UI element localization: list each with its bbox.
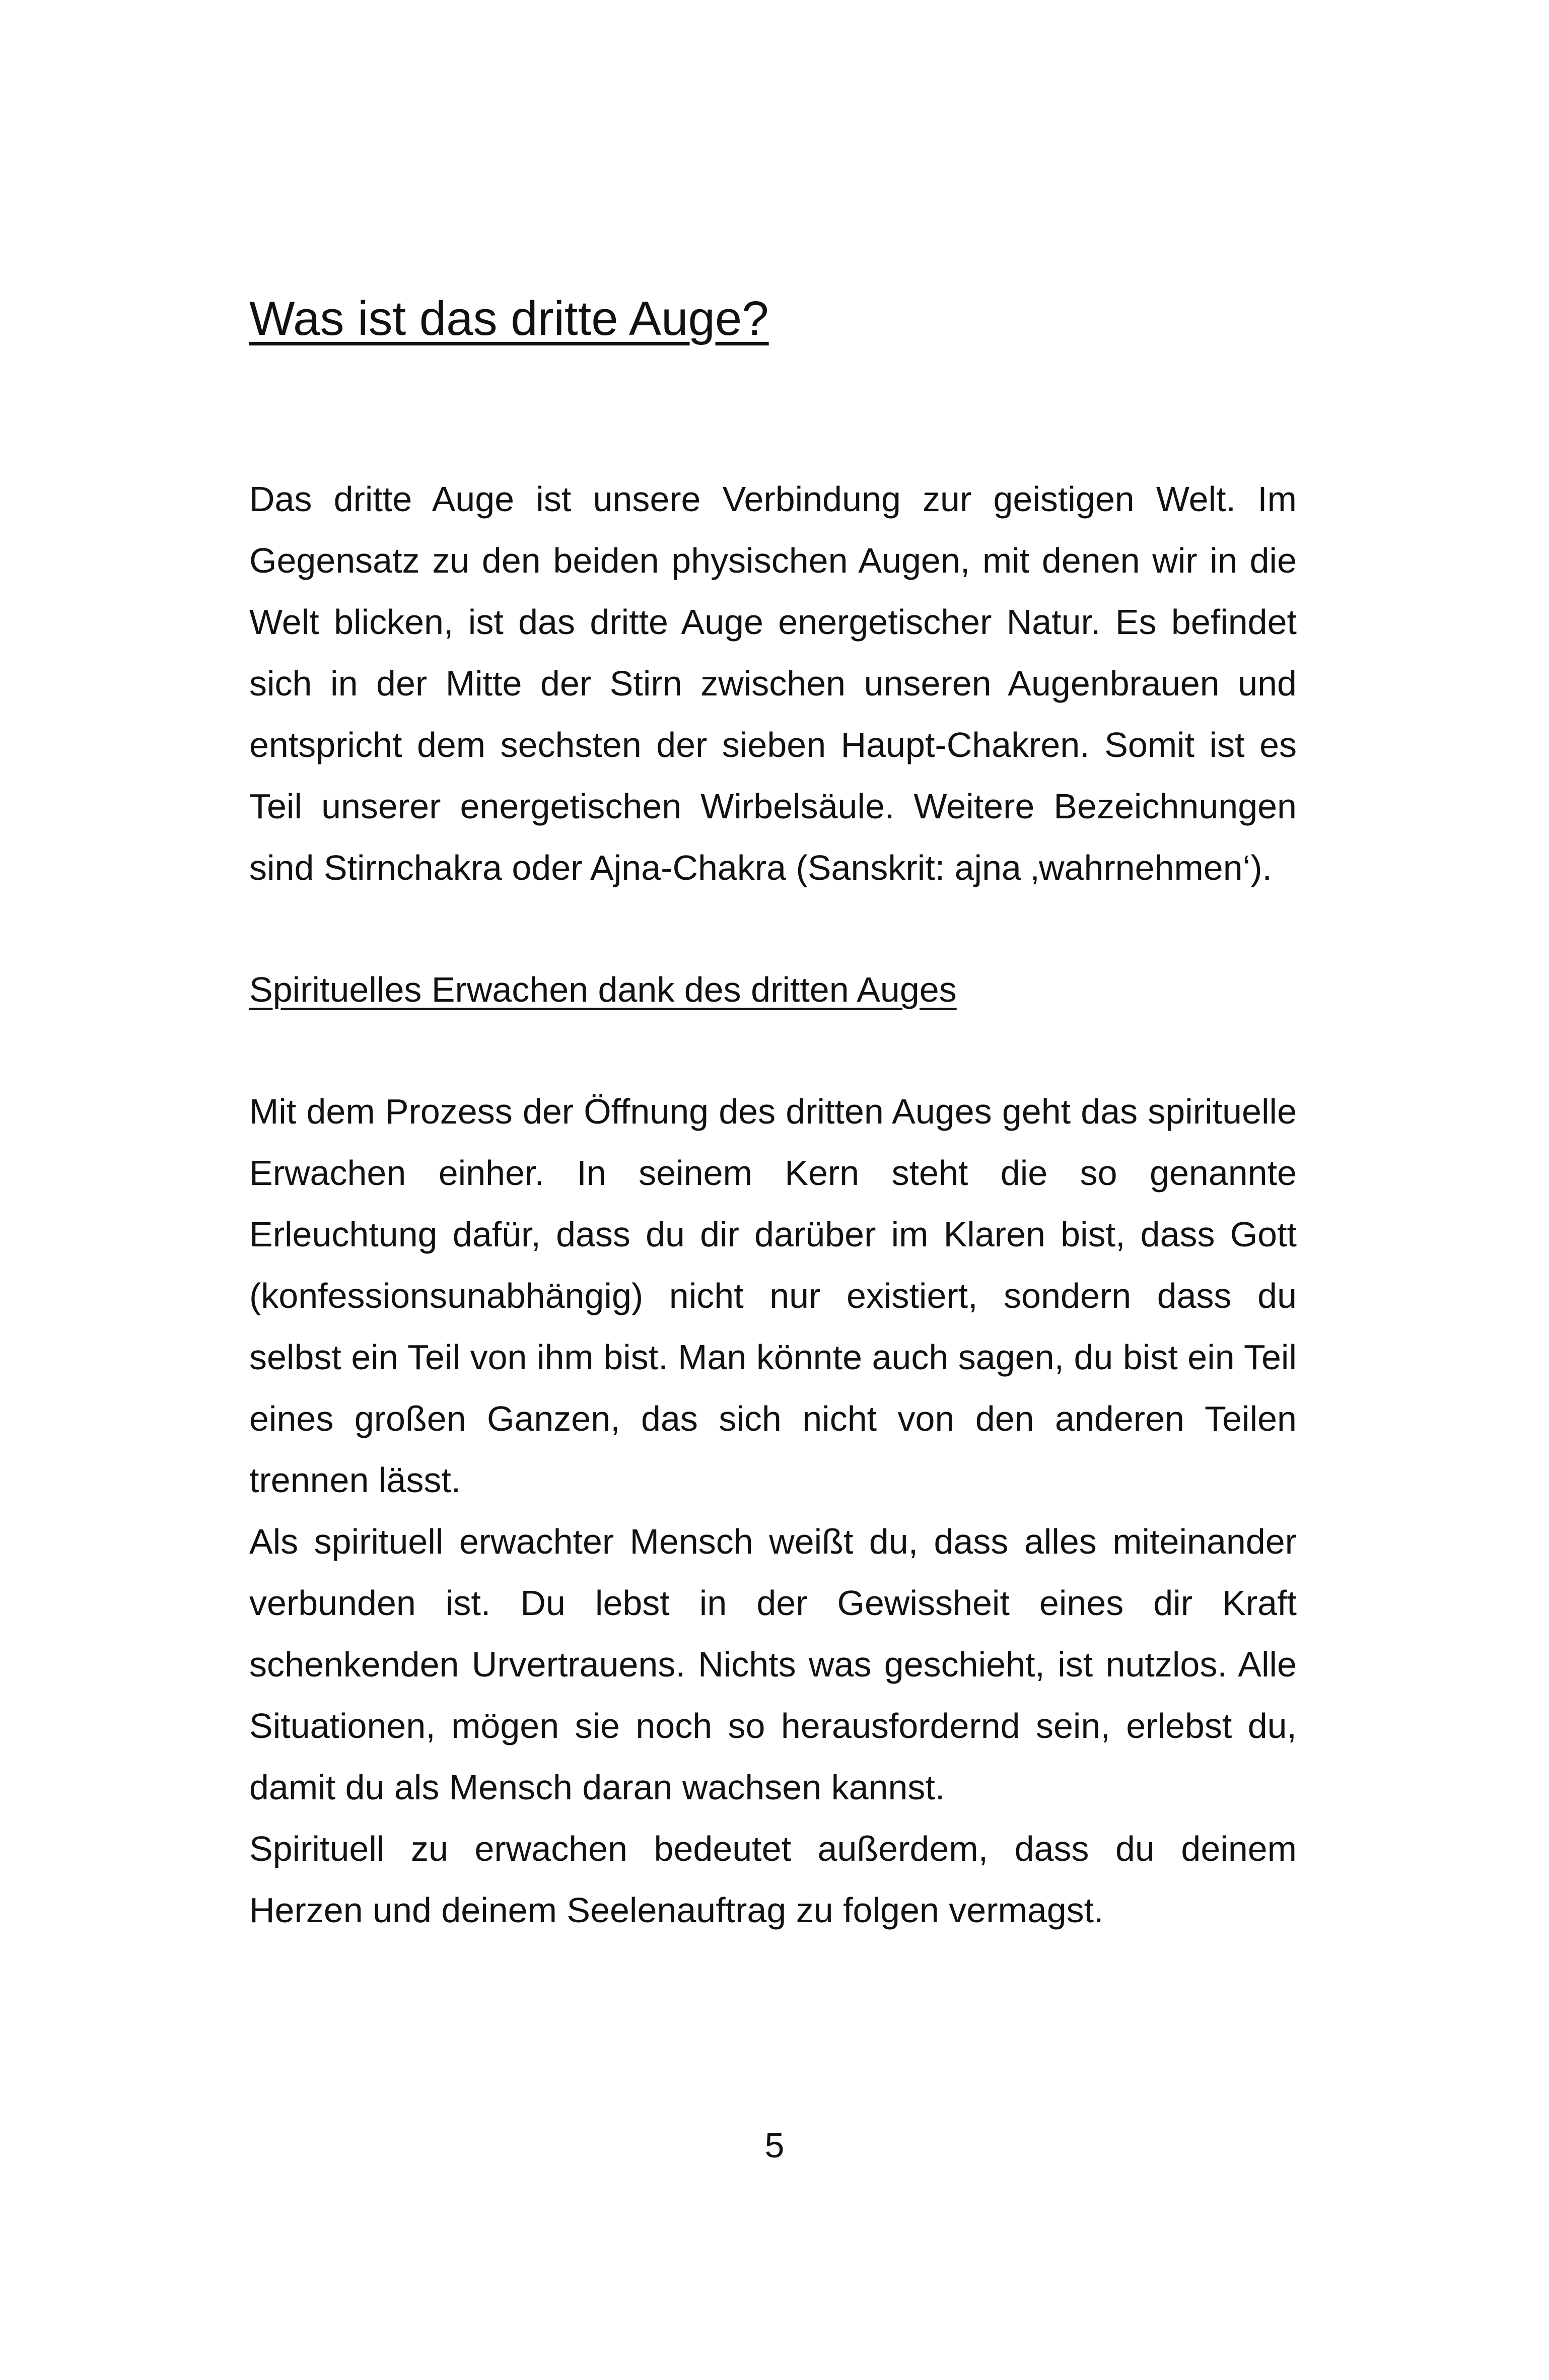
- section-paragraph-3: Spirituell zu erwachen bedeutet außerdem, dass du deinem Herzen und deinem Seelenauftrag zu folgen vermagst.: [249, 1829, 1297, 1930]
- page-number: 5: [764, 2126, 785, 2165]
- chapter-title: Was ist das dritte Auge?: [249, 292, 769, 345]
- section-paragraph-1: Mit dem Prozess der Öffnung des dritten Auges geht das spirituelle Erwachen einher. In seinem Kern steht die so genannte Erleuchtung dafür, dass du dir darüber im Klaren bist, dass Gott (konfessionsunabhängig) nicht nur existiert, sondern dass du selbst ein Teil von ihm bist. Man könnte auch sagen, du bist ein Teil eines großen Ganzen, das sich nicht von den anderen Teilen trennen lässt.: [249, 1092, 1297, 1500]
- section-subheading: Spirituelles Erwachen dank des dritten Auges: [249, 970, 957, 1010]
- intro-paragraph: Das dritte Auge ist unsere Verbindung zur geistigen Welt. Im Gegensatz zu den beiden physischen Augen, mit denen wir in die Welt blicken, ist das dritte Auge energetischer Natur. Es befindet sich in der Mitte der Stirn zwischen unseren Augenbrauen und entspricht dem sechsten der sieben Haupt-Chakren. Somit ist es Teil unserer energetischen Wirbelsäule. Weitere Bezeichnungen sind Stirnchakra oder Ajna-Chakra (Sanskrit: ajna ‚wahrnehmen‘).: [249, 479, 1297, 888]
- page-content: [249, 290, 1297, 1941]
- section-paragraph-2: Als spirituell erwachter Mensch weißt du, dass alles miteinander verbunden ist. Du lebst in der Gewissheit eines dir Kraft schenkenden Urvertrauens. Nichts was geschieht, ist nutzlos. Alle Situationen, mögen sie noch so herausfordernd sein, erlebst du, damit du als Mensch daran wachsen kannst.: [249, 1522, 1297, 1807]
